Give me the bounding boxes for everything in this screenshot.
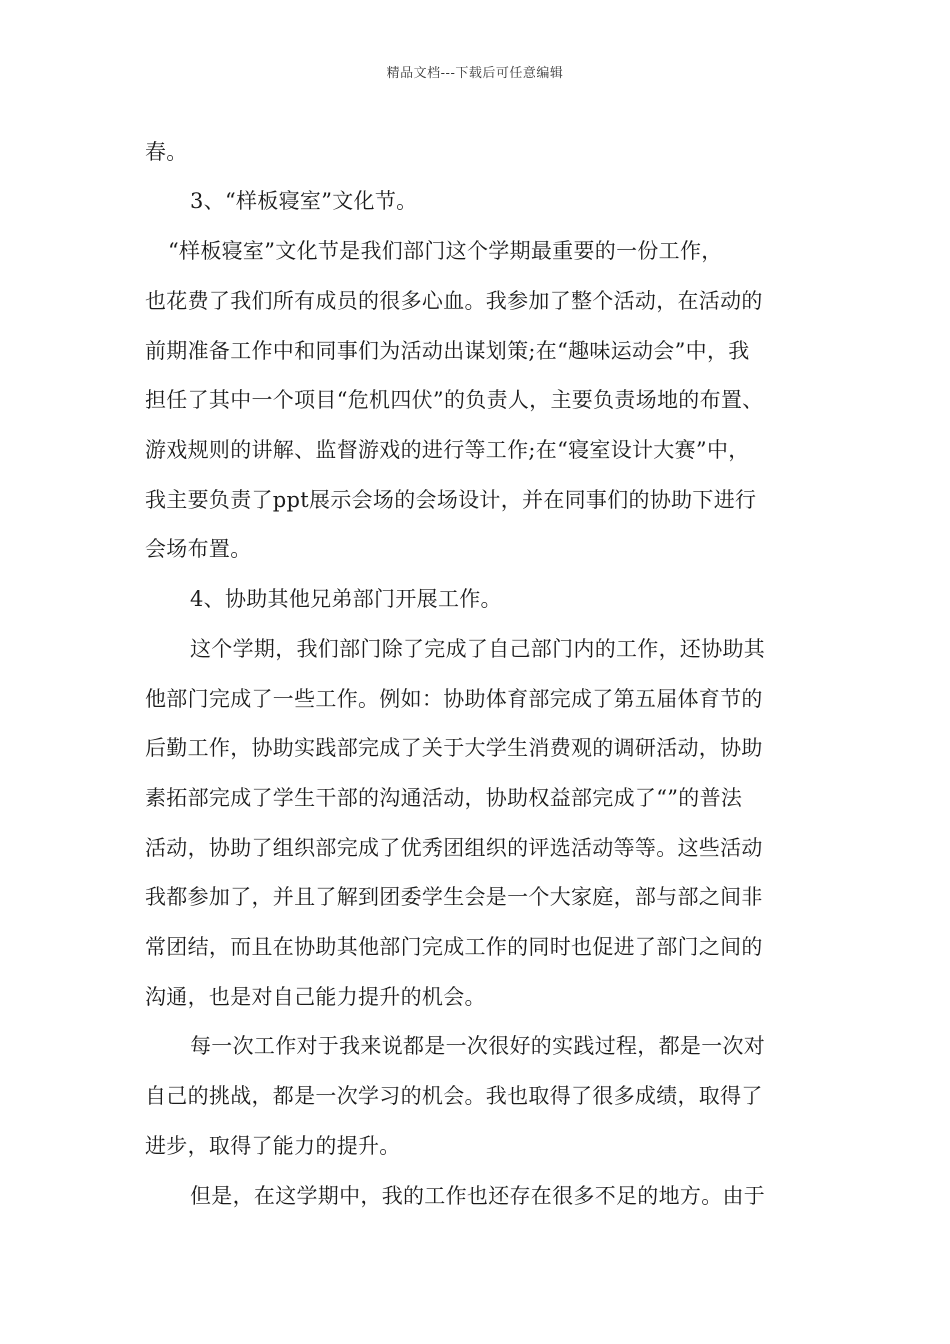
- body-line: 会场布置。: [145, 537, 252, 561]
- body-line: 也花费了我们所有成员的很多心血。我参加了整个活动，在活动的: [145, 289, 763, 313]
- body-line: 进步，取得了能力的提升。: [145, 1134, 401, 1158]
- body-line: 担任了其中一个项目“危机四伏”的负责人，主要负责场地的布置、: [145, 388, 764, 412]
- body-line: 前期准备工作中和同事们为活动出谋划策;在“趣味运动会”中，我: [145, 339, 750, 363]
- body-line: 我主要负责了ppt展示会场的会场设计，并在同事们的协助下进行: [145, 488, 757, 512]
- body-line: 春。: [145, 140, 188, 164]
- body-line: 后勤工作，协助实践部完成了关于大学生消费观的调研活动，协助: [145, 736, 763, 760]
- body-line: 沟通，也是对自己能力提升的机会。: [145, 985, 486, 1009]
- body-line: 常团结，而且在协助其他部门完成工作的同时也促进了部门之间的: [145, 935, 763, 959]
- body-line: 每一次工作对于我来说都是一次很好的实践过程，都是一次对: [190, 1034, 766, 1058]
- page-header: 精品文档---下载后可任意编辑: [386, 66, 564, 81]
- body-line: 但是，在这学期中，我的工作也还存在很多不足的地方。由于: [190, 1184, 766, 1208]
- section-heading: 3、“样板寝室”文化节。: [190, 189, 418, 213]
- body-line: 自己的挑战，都是一次学习的机会。我也取得了很多成绩，取得了: [145, 1084, 763, 1108]
- body-line: 我都参加了，并且了解到团委学生会是一个大家庭，部与部之间非: [145, 885, 763, 909]
- body-line: 他部门完成了一些工作。例如：协助体育部完成了第五届体育节的: [145, 687, 763, 711]
- body-line: 活动，协助了组织部完成了优秀团组织的评选活动等等。这些活动: [145, 836, 763, 860]
- body-line: 游戏规则的讲解、监督游戏的进行等工作;在“寝室设计大赛”中，: [145, 438, 750, 462]
- section-heading: 4、协助其他兄弟部门开展工作。: [190, 587, 502, 611]
- body-line: “样板寝室”文化节是我们部门这个学期最重要的一份工作，: [168, 239, 723, 263]
- body-line: 素拓部完成了学生干部的沟通活动，协助权益部完成了“”的普法: [145, 786, 743, 810]
- body-line: 这个学期，我们部门除了完成了自己部门内的工作，还协助其: [190, 637, 766, 661]
